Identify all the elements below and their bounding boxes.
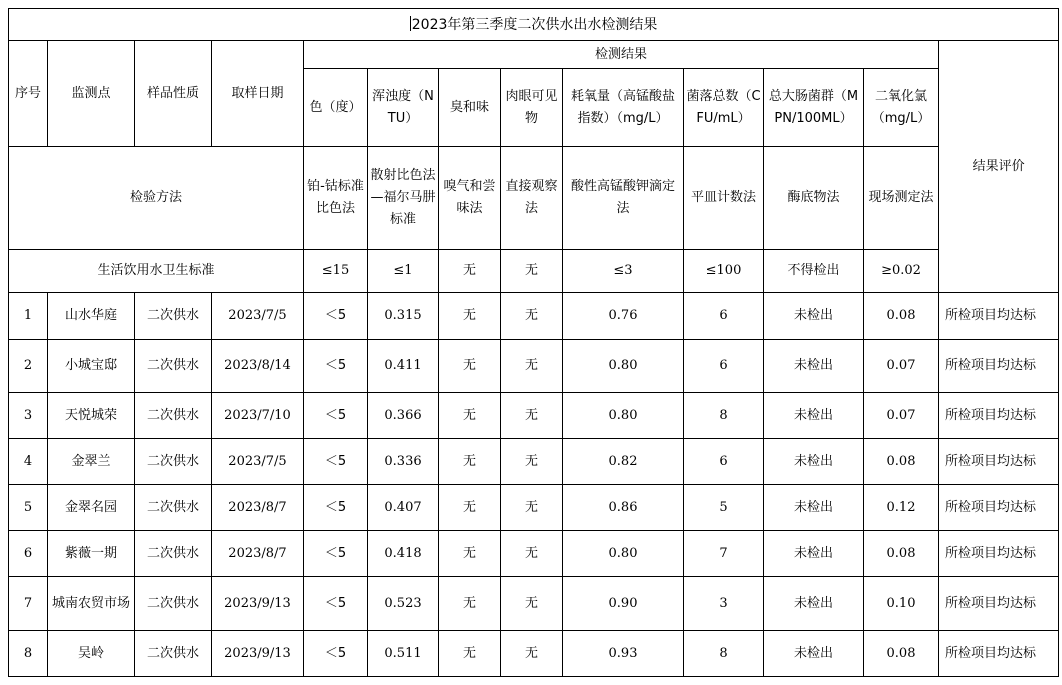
method-color[interactable]: 铂-钴标准比色法 [304,147,368,250]
method-oxygen[interactable]: 酸性高锰酸钾滴定法 [563,147,684,250]
col-header-chlorine[interactable]: 二氧化氯（mg/L） [864,69,939,147]
cell-colony[interactable]: 8 [684,393,764,439]
standard-visible[interactable]: 无 [501,250,563,293]
table-title[interactable]: 2023年第三季度二次供水出水检测结果 [9,9,1059,41]
method-visible[interactable]: 直接观察法 [501,147,563,250]
cell-result[interactable]: 所检项目均达标 [939,531,1059,577]
cell-result[interactable]: 所检项目均达标 [939,340,1059,393]
cell-chlorine[interactable]: 0.08 [864,531,939,577]
cell-result[interactable]: 所检项目均达标 [939,439,1059,485]
cell-colony[interactable]: 6 [684,293,764,340]
col-header-colony[interactable]: 菌落总数（CFU/mL） [684,69,764,147]
cell-turbidity[interactable]: 0.336 [368,439,439,485]
standard-chlorine[interactable]: ≥0.02 [864,250,939,293]
cell-chlorine[interactable]: 0.07 [864,340,939,393]
cell-result[interactable]: 所检项目均达标 [939,393,1059,439]
method-label[interactable]: 检验方法 [9,147,304,250]
cell-color[interactable]: ＜5 [304,393,368,439]
cell-sample[interactable]: 二次供水 [135,340,212,393]
cell-sample[interactable]: 二次供水 [135,485,212,531]
cell-color[interactable]: ＜5 [304,293,368,340]
cell-color[interactable]: ＜5 [304,439,368,485]
cell-turbidity[interactable]: 0.511 [368,631,439,677]
cell-site[interactable]: 金翠兰 [48,439,135,485]
cell-seq[interactable]: 6 [9,531,48,577]
results-table [8,8,1059,677]
cell-chlorine[interactable]: 0.10 [864,577,939,631]
cell-oxygen[interactable]: 0.80 [563,531,684,577]
cell-date[interactable]: 2023/8/14 [212,340,304,393]
cell-visible[interactable]: 无 [501,485,563,531]
header-seq[interactable]: 序号 [9,41,48,147]
cell-oxygen[interactable]: 0.80 [563,393,684,439]
header-date[interactable]: 取样日期 [212,41,304,147]
cell-turbidity[interactable]: 0.366 [368,393,439,439]
table-row [9,340,1059,393]
cell-date[interactable]: 2023/9/13 [212,631,304,677]
cell-site[interactable]: 小城宝邸 [48,340,135,393]
cell-visible[interactable]: 无 [501,531,563,577]
cell-colony[interactable]: 3 [684,577,764,631]
cell-color[interactable]: ＜5 [304,485,368,531]
cell-odor[interactable]: 无 [439,531,501,577]
cell-colony[interactable]: 6 [684,340,764,393]
cell-coliform[interactable]: 未检出 [764,485,864,531]
cell-result[interactable]: 所检项目均达标 [939,631,1059,677]
cell-seq[interactable]: 2 [9,340,48,393]
text-cursor [410,16,411,31]
cell-seq[interactable]: 5 [9,485,48,531]
table-row [9,485,1059,531]
cell-coliform[interactable]: 未检出 [764,439,864,485]
cell-visible[interactable]: 无 [501,393,563,439]
cell-oxygen[interactable]: 0.76 [563,293,684,340]
cell-seq[interactable]: 1 [9,293,48,340]
table-row [9,531,1059,577]
method-odor[interactable]: 嗅气和尝味法 [439,147,501,250]
table-row [9,293,1059,340]
cell-date[interactable]: 2023/7/10 [212,393,304,439]
cell-date[interactable]: 2023/8/7 [212,531,304,577]
cell-site[interactable]: 紫薇一期 [48,531,135,577]
cell-seq[interactable]: 8 [9,631,48,677]
cell-result[interactable]: 所检项目均达标 [939,485,1059,531]
cell-result[interactable]: 所检项目均达标 [939,293,1059,340]
cell-turbidity[interactable]: 0.523 [368,577,439,631]
cell-coliform[interactable]: 未检出 [764,393,864,439]
col-header-odor[interactable]: 臭和味 [439,69,501,147]
table-row [9,439,1059,485]
cell-color[interactable]: ＜5 [304,531,368,577]
cell-date[interactable]: 2023/8/7 [212,485,304,531]
cell-coliform[interactable]: 未检出 [764,531,864,577]
standard-oxygen[interactable]: ≤3 [563,250,684,293]
cell-site[interactable]: 天悦城荣 [48,393,135,439]
cell-sample[interactable]: 二次供水 [135,631,212,677]
cell-colony[interactable]: 5 [684,485,764,531]
col-header-color[interactable]: 色（度） [304,69,368,147]
cell-oxygen[interactable]: 0.80 [563,340,684,393]
cell-oxygen[interactable]: 0.93 [563,631,684,677]
cell-coliform[interactable]: 未检出 [764,577,864,631]
cell-visible[interactable]: 无 [501,293,563,340]
col-header-coliform[interactable]: 总大肠菌群（MPN/100ML） [764,69,864,147]
cell-color[interactable]: ＜5 [304,577,368,631]
cell-colony[interactable]: 7 [684,531,764,577]
cell-odor[interactable]: 无 [439,485,501,531]
cell-date[interactable]: 2023/9/13 [212,577,304,631]
cell-odor[interactable]: 无 [439,577,501,631]
cell-sample[interactable]: 二次供水 [135,293,212,340]
cell-turbidity[interactable]: 0.418 [368,531,439,577]
header-sample[interactable]: 样品性质 [135,41,212,147]
header-results[interactable]: 检测结果 [304,41,939,69]
cell-colony[interactable]: 6 [684,439,764,485]
cell-date[interactable]: 2023/7/5 [212,293,304,340]
cell-site[interactable]: 城南农贸市场 [48,577,135,631]
table-row [9,631,1059,677]
cell-turbidity[interactable]: 0.315 [368,293,439,340]
header-site[interactable]: 监测点 [48,41,135,147]
cell-sample[interactable]: 二次供水 [135,577,212,631]
cell-seq[interactable]: 7 [9,577,48,631]
cell-oxygen[interactable]: 0.90 [563,577,684,631]
cell-odor[interactable]: 无 [439,340,501,393]
cell-visible[interactable]: 无 [501,340,563,393]
cell-seq[interactable]: 3 [9,393,48,439]
cell-chlorine[interactable]: 0.12 [864,485,939,531]
table-row [9,393,1059,439]
standard-coliform[interactable]: 不得检出 [764,250,864,293]
cell-sample[interactable]: 二次供水 [135,393,212,439]
standard-turbidity[interactable]: ≤1 [368,250,439,293]
table-row [9,577,1059,631]
cell-oxygen[interactable]: 0.86 [563,485,684,531]
cell-site[interactable]: 吴岭 [48,631,135,677]
cell-odor[interactable]: 无 [439,393,501,439]
method-chlorine[interactable]: 现场测定法 [864,147,939,250]
cell-date[interactable]: 2023/7/5 [212,439,304,485]
cell-site[interactable]: 金翠名园 [48,485,135,531]
standard-colony[interactable]: ≤100 [684,250,764,293]
cell-odor[interactable]: 无 [439,293,501,340]
cell-visible[interactable]: 无 [501,631,563,677]
cell-colony[interactable]: 8 [684,631,764,677]
method-coliform[interactable]: 酶底物法 [764,147,864,250]
col-header-visible[interactable]: 肉眼可见物 [501,69,563,147]
cell-visible[interactable]: 无 [501,439,563,485]
cell-turbidity[interactable]: 0.407 [368,485,439,531]
cell-seq[interactable]: 4 [9,439,48,485]
cell-coliform[interactable]: 未检出 [764,293,864,340]
standard-color[interactable]: ≤15 [304,250,368,293]
cell-coliform[interactable]: 未检出 [764,631,864,677]
cell-visible[interactable]: 无 [501,577,563,631]
cell-sample[interactable]: 二次供水 [135,531,212,577]
cell-chlorine[interactable]: 0.08 [864,631,939,677]
cell-color[interactable]: ＜5 [304,340,368,393]
cell-result[interactable]: 所检项目均达标 [939,577,1059,631]
cell-sample[interactable]: 二次供水 [135,439,212,485]
method-colony[interactable]: 平皿计数法 [684,147,764,250]
cell-chlorine[interactable]: 0.07 [864,393,939,439]
col-header-turbidity[interactable]: 浑浊度（NTU） [368,69,439,147]
cell-odor[interactable]: 无 [439,631,501,677]
cell-site[interactable]: 山水华庭 [48,293,135,340]
method-turbidity[interactable]: 散射比色法—福尔马肼标准 [368,147,439,250]
standard-label[interactable]: 生活饮用水卫生标准 [9,250,304,293]
cell-coliform[interactable]: 未检出 [764,340,864,393]
cell-oxygen[interactable]: 0.82 [563,439,684,485]
cell-odor[interactable]: 无 [439,439,501,485]
cell-turbidity[interactable]: 0.411 [368,340,439,393]
cell-chlorine[interactable]: 0.08 [864,439,939,485]
header-evaluation[interactable]: 结果评价 [939,41,1059,293]
cell-chlorine[interactable]: 0.08 [864,293,939,340]
cell-color[interactable]: ＜5 [304,631,368,677]
col-header-oxygen[interactable]: 耗氧量（高锰酸盐指数）（mg/L） [563,69,684,147]
standard-odor[interactable]: 无 [439,250,501,293]
